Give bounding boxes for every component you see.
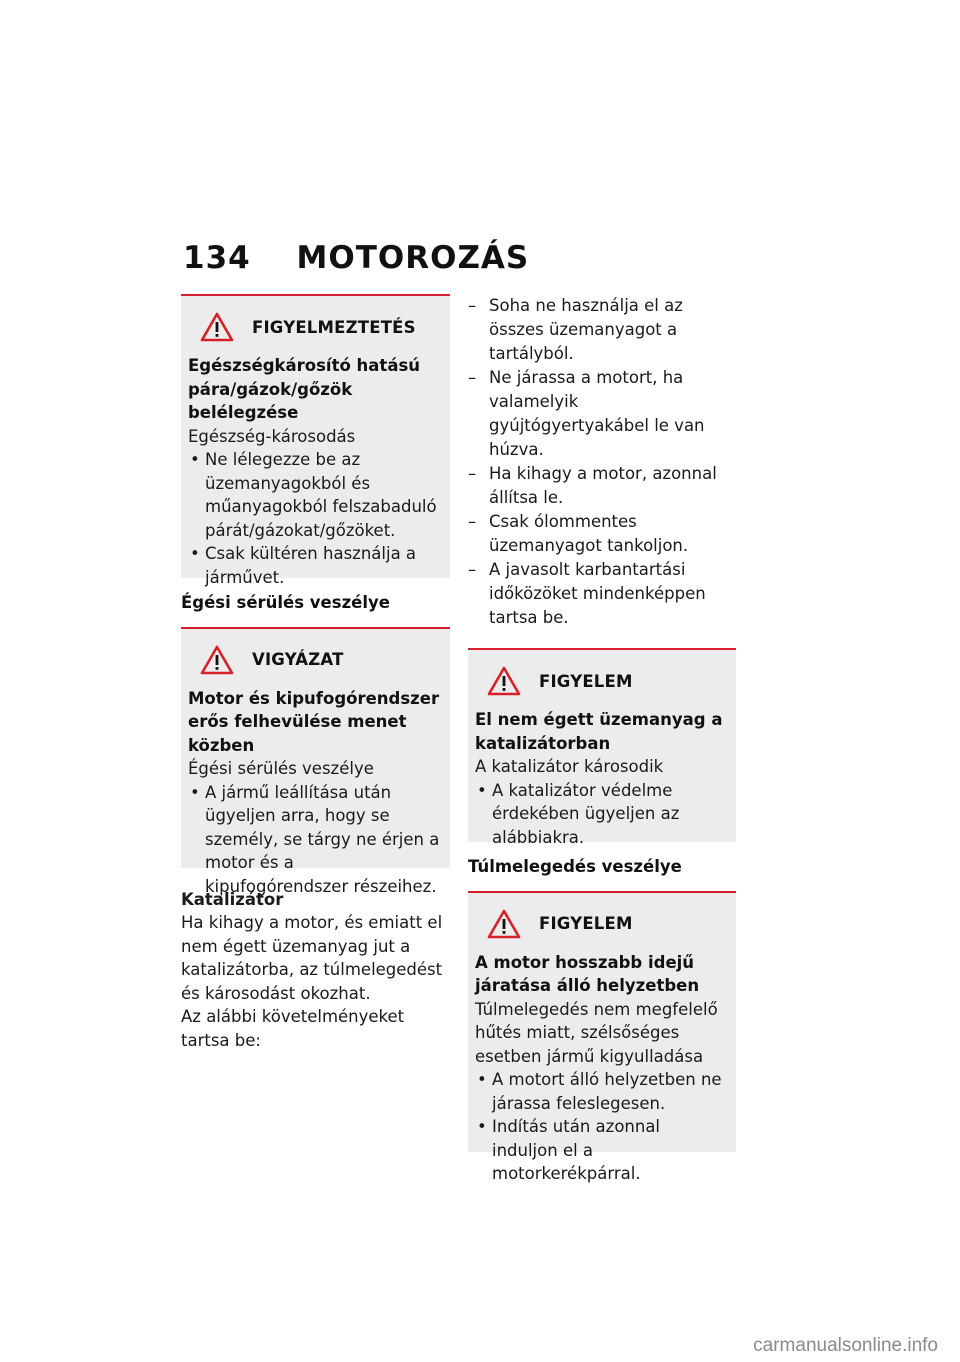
notice-subtitle: El nem égett üzemanyag a katalizátorban <box>475 710 723 753</box>
notice-box-katalizator <box>468 648 736 847</box>
dash-item: – A javasolt karbantartási időközöket mindenképpen tartsa be. <box>468 558 736 630</box>
bullet-item: • A jármű leállítása után ügyeljen arra, hogy se személy, se tárgy ne érjen a motor és a kipufogórendszer részeihez. <box>188 781 442 899</box>
bullet-item: • Csak kültéren használja a járművet. <box>188 542 442 589</box>
dash-item: – Ha kihagy a motor, azonnal állítsa le. <box>468 462 736 510</box>
caution-subtitle: Motor és kipufogórendszer erős felhevülése menet közben <box>188 688 440 755</box>
section-heading-tulmelegedes: Túlmelegedés veszélye <box>468 857 682 876</box>
right-column <box>468 294 736 1183</box>
dash-item: – Csak ólommentes üzemanyagot tankoljon. <box>468 510 736 558</box>
section-heading-egesi-serules: Égési sérülés veszélye <box>181 593 390 612</box>
warning-bullet-list <box>188 448 442 589</box>
bullet-item: • A motort álló helyzetben ne járassa feleslegesen. <box>475 1068 728 1115</box>
dash-item: – Soha ne használja el az összes üzemanyagot a tartályból. <box>468 294 736 366</box>
notice-subtitle: A motor hosszabb idejű járatása álló helyzetben <box>475 952 700 995</box>
left-column <box>181 294 450 1052</box>
requirements-dash-list <box>468 294 736 630</box>
caution-bullet-list <box>188 781 442 899</box>
warning-triangle-icon <box>487 909 521 939</box>
warning-subtitle: Egészségkárosító hatású pára/gázok/gőzök belélegzése <box>188 356 421 422</box>
warning-header <box>200 312 442 342</box>
bullet-item: • Ne lélegezze be az üzemanyagokból és műanyagokból felszabaduló párát/gázokat/gőzöket. <box>188 448 442 542</box>
notice-header <box>487 666 728 696</box>
section-heading-katalizator: Katalizátor <box>181 889 284 909</box>
warning-text: Egészség-károsodás <box>188 426 356 446</box>
warning-box-figyelmeztetes <box>181 294 450 587</box>
katalizator-paragraph-requirements: Az alábbi követelményeket tartsa be: <box>181 1007 405 1050</box>
caution-label: VIGYÁZAT <box>252 650 344 669</box>
notice-label: FIGYELEM <box>539 671 633 691</box>
site-watermark: carmanualsonline.info <box>753 1335 938 1356</box>
bullet-item: • Indítás után azonnal induljon el a motorkerékpárral. <box>475 1115 728 1186</box>
chapter-title: MOTOROZÁS <box>296 240 530 276</box>
notice-bullet-list <box>475 1068 728 1186</box>
page-header <box>183 240 529 276</box>
warning-triangle-icon <box>487 666 521 696</box>
notice-bullet-list <box>475 779 728 850</box>
caution-box-vigyazat <box>181 627 450 896</box>
bullet-item: • A katalizátor védelme érdekében ügyeljen az alábbiakra. <box>475 779 728 850</box>
notice-box-tulmelegedes <box>468 891 736 1183</box>
page-number: 134 <box>183 240 251 276</box>
notice-text: Túlmelegedés nem megfelelő hűtés miatt, szélsőséges esetben jármű kigyulladása <box>475 999 718 1066</box>
dash-item: – Ne járassa a motort, ha valamelyik gyújtógyertyakábel le van húzva. <box>468 366 736 462</box>
notice-label: FIGYELEM <box>539 914 633 933</box>
katalizator-paragraph: Ha kihagy a motor, és emiatt el nem égett üzemanyag jut a katalizátorba, az túlmelegedést és károsodást okozhat. <box>181 913 443 1003</box>
warning-label: FIGYELMEZTETÉS <box>252 317 416 337</box>
warning-triangle-icon <box>200 645 234 675</box>
caution-text: Égési sérülés veszélye <box>188 759 374 778</box>
warning-triangle-icon <box>200 312 234 342</box>
caution-header <box>200 645 442 675</box>
notice-header <box>487 909 728 939</box>
notice-text: A katalizátor károsodik <box>475 757 664 776</box>
